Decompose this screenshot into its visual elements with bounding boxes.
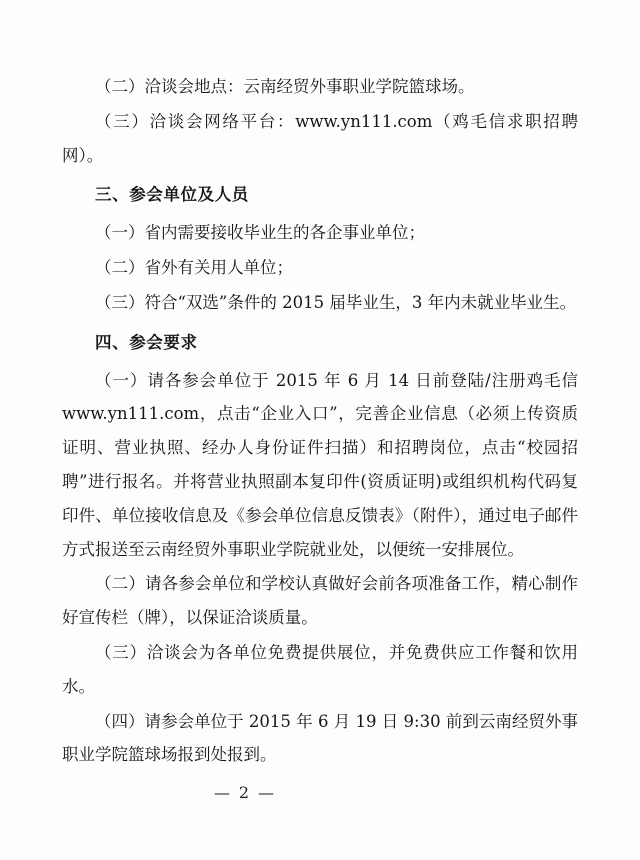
paragraph-venue: （二）洽谈会地点：云南经贸外事职业学院篮球场。 <box>95 77 475 96</box>
paragraph-requirement-1: （一）请各参会单位于 2015 年 6 月 14 日前登陆/注册鸡毛信 www.yn111.com，点击“企业入口”，完善企业信息（必须上传资质证明、营业执照、经办人身份证件扫描）和招聘岗位，点击“校园招聘”进行报名。并将营业执照副本复印件(资质证明)或组织机构代码复印件、单位接收信息及《参会单位信息反馈表》（附件），通过电子邮件方式报送至云南经贸外事职业学院就业处，以便统一安排展位。 <box>62 370 578 559</box>
heading-section-three: 三、参会单位及人员 <box>95 185 249 205</box>
paragraph-platform: （三）洽谈会网络平台：www.yn111.com（鸡毛信求职招聘网）。 <box>62 111 578 165</box>
document-body <box>62 70 578 772</box>
heading-section-four: 四、参会要求 <box>95 332 198 352</box>
page-number: — 2 — <box>213 783 277 802</box>
paragraph-requirement-4: （四）请参会单位于 2015 年 6 月 19 日 9:30 前到云南经贸外事职业学院篮球场报到处报到。 <box>62 711 578 765</box>
paragraph-participants-1: （一）省内需要接收毕业生的各企事业单位； <box>95 223 425 243</box>
paragraph-participants-3: （三）符合“双选”条件的 2015 届毕业生，3 年内未就业毕业生。 <box>95 292 577 312</box>
paragraph-requirement-2: （二）请各参会单位和学校认真做好会前各项准备工作，精心制作好宣传栏（牌），以保证洽谈质量。 <box>62 574 578 628</box>
page-footer <box>0 783 640 802</box>
paragraph-requirement-3: （三）洽谈会为各单位免费提供展位，并免费供应工作餐和饮用水。 <box>62 643 578 696</box>
paragraph-participants-2: （二）省外有关用人单位； <box>95 258 293 278</box>
